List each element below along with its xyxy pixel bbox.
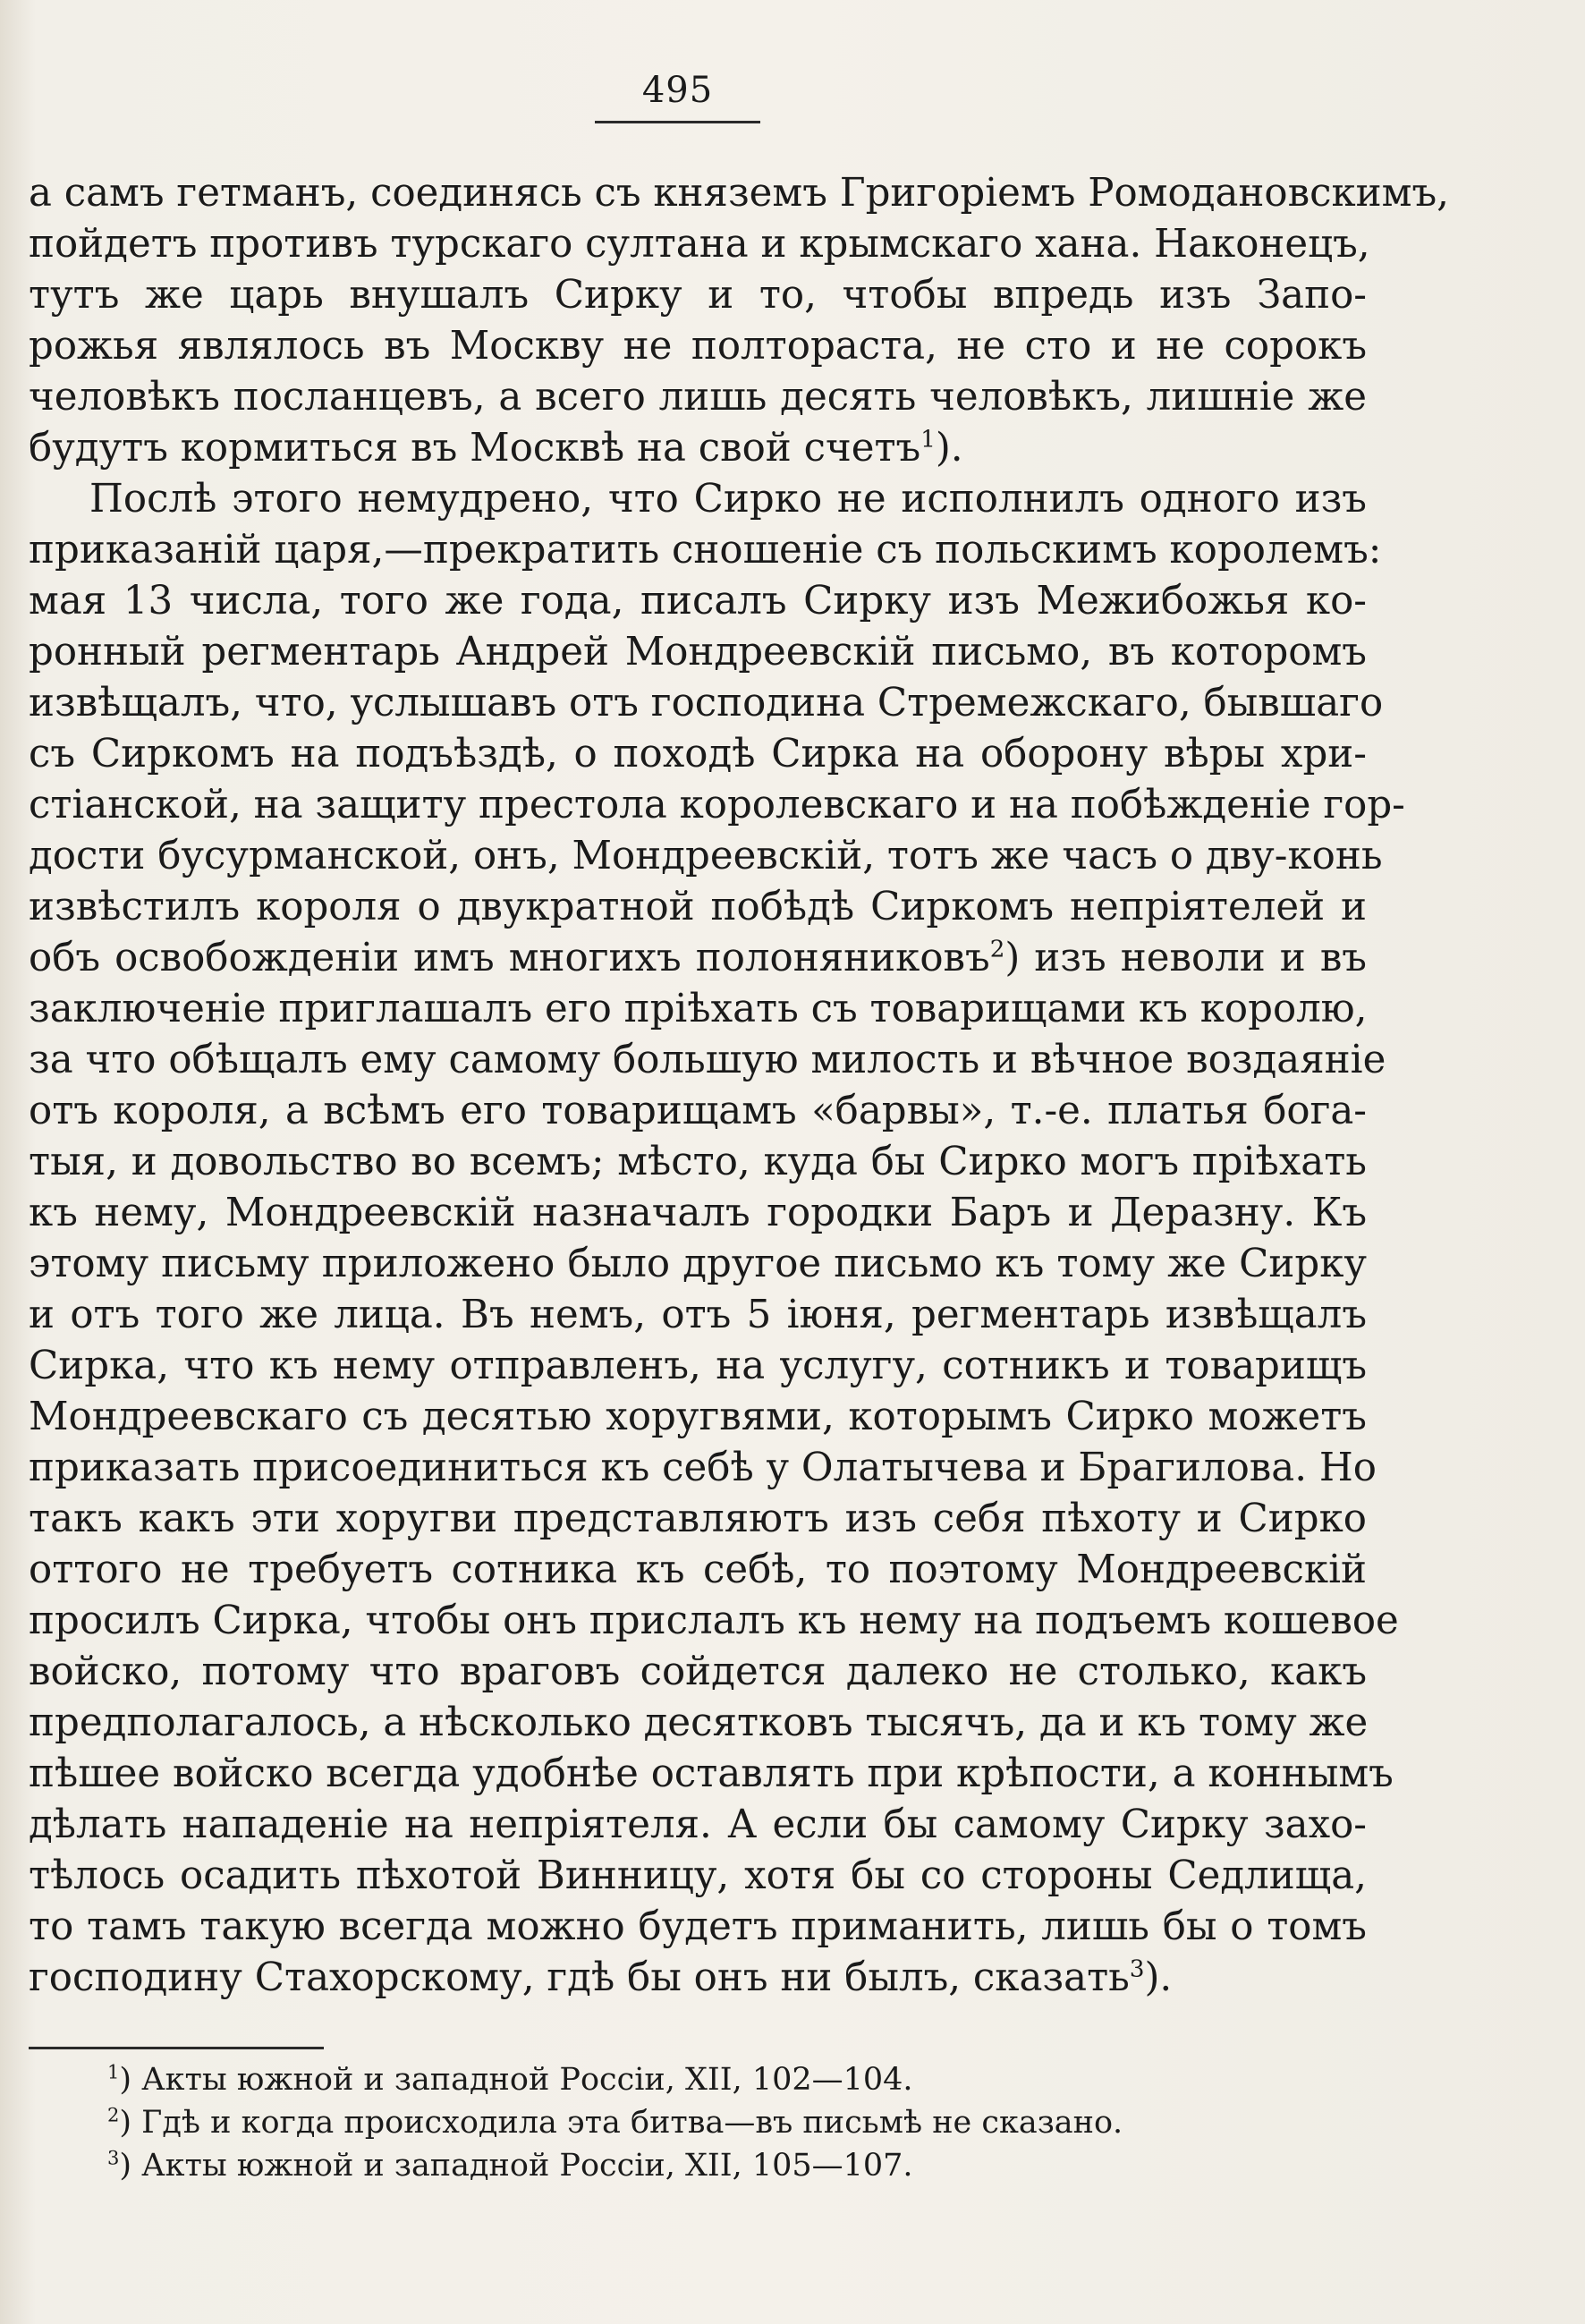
text-line: дости бусурманской, онъ, Мондреевскій, тотъ же часъ о дву-конь	[29, 834, 1383, 878]
text-line: стіанской, на защиту престола королевскаго и на побѣжденіе гор-	[29, 783, 1405, 827]
text-line: тутъ же царь внушалъ Сирку и то, чтобы впредь изъ Запо-	[29, 273, 1367, 318]
footnote-mark: 3	[107, 2147, 120, 2169]
text-line: пойдетъ противъ турскаго султана и крымскаго хана. Наконецъ,	[29, 222, 1370, 267]
text-line: объ освобожденіи имъ многихъ полоняниковъ$^2$) изъ неволи и въ	[29, 936, 1367, 980]
text-line: Послѣ этого немудрено, что Сирко не исполнилъ одного изъ	[89, 477, 1367, 522]
text-line: то тамъ такую всегда можно будетъ приманить, лишь бы о томъ	[29, 1904, 1367, 1949]
text-line: дѣлать нападеніе на непріятеля. А если бы самому Сирку захо-	[29, 1802, 1367, 1847]
text-line: Сирка, что къ нему отправленъ, на услугу, сотникъ и товарищъ	[29, 1344, 1367, 1388]
text-line: а самъ гетманъ, соединясь съ княземъ Григоріемъ Ромодановскимъ,	[29, 171, 1449, 216]
text-line: тыя, и довольство во всемъ; мѣсто, куда бы Сирко могъ пріѣхать	[29, 1140, 1367, 1184]
text-line: заключеніе приглашалъ его пріѣхать съ товарищами къ королю,	[29, 987, 1368, 1031]
text-line: рожья являлось въ Москву не полтораста, не сто и не сорокъ	[29, 324, 1367, 369]
text-line: будутъ кормиться въ Москвѣ на свой счетъ$^1$).	[29, 426, 963, 471]
text-line: Мондреевскаго съ десятью хоругвями, которымъ Сирко можетъ	[29, 1395, 1367, 1439]
text-line: ронный регментарь Андрей Мондреевскій письмо, въ которомъ	[29, 630, 1367, 674]
text-line: и отъ того же лица. Въ немъ, отъ 5 іюня, регментарь извѣщалъ	[29, 1293, 1367, 1337]
footnote: $^3$) Акты южной и западной Россіи, XII, 105—107.	[107, 2147, 913, 2184]
footnote-ref: 3	[1129, 1955, 1145, 1983]
text-line: человѣкъ посланцевъ, а всего лишь десять человѣкъ, лишніе же	[29, 375, 1367, 420]
text-line: тѣлось осадить пѣхотой Винницу, хотя бы со стороны Седлища,	[29, 1853, 1367, 1898]
footnote: $^2$) Гдѣ и когда происходила эта битва—въ письмѣ не сказано.	[107, 2104, 1123, 2141]
text-line: господину Стахорскому, гдѣ бы онъ ни былъ, сказать$^3$).	[29, 1955, 1173, 2000]
text-line: просилъ Сирка, чтобы онъ прислалъ къ нему на подъемъ кошевое	[29, 1599, 1399, 1643]
footnote: $^1$) Акты южной и западной Россіи, XII, 102—104.	[107, 2061, 913, 2098]
footnote-mark: 2	[107, 2104, 120, 2126]
text-line: извѣщалъ, что, услышавъ отъ господина Стремежскаго, бывшаго	[29, 681, 1384, 725]
text-line: съ Сиркомъ на подъѣздѣ, о походѣ Сирка на оборону вѣры хри-	[29, 732, 1367, 776]
text-line: приказаній царя,—прекратить сношеніе съ польскимъ королемъ:	[29, 528, 1382, 573]
text-line: отъ короля, а всѣмъ его товарищамъ «барвы», т.-е. платья бога-	[29, 1089, 1367, 1133]
footnote-rule	[29, 2047, 324, 2049]
footnote-ref: 2	[989, 936, 1005, 963]
page-number: 495	[641, 70, 714, 111]
footnote-ref: 1	[920, 426, 936, 454]
text-line: мая 13 числа, того же года, писалъ Сирку изъ Межибожья ко-	[29, 579, 1367, 623]
text-line: этому письму приложено было другое письмо къ тому же Сирку	[29, 1242, 1367, 1286]
page-number-rule	[595, 121, 760, 123]
text-line: войско, потому что враговъ сойдется далеко не столько, какъ	[29, 1650, 1367, 1694]
text-line: такъ какъ эти хоругви представляютъ изъ себя пѣхоту и Сирко	[29, 1497, 1367, 1541]
footnote-mark: 1	[107, 2061, 120, 2083]
text-line: оттого не требуетъ сотника къ себѣ, то поэтому Мондреевскій	[29, 1548, 1367, 1592]
text-line: къ нему, Мондреевскій назначалъ городки Баръ и Деразну. Къ	[29, 1191, 1367, 1235]
text-line: приказать присоединиться къ себѣ у Олатычева и Брагилова. Но	[29, 1446, 1377, 1490]
text-line: пѣшее войско всегда удобнѣе оставлять при крѣпости, а коннымъ	[29, 1751, 1394, 1796]
text-line: предполагалось, а нѣсколько десятковъ тысячъ, да и къ тому же	[29, 1701, 1369, 1745]
text-line: извѣстилъ короля о двукратной побѣдѣ Сиркомъ непріятелей и	[29, 885, 1367, 929]
text-line: за что обѣщалъ ему самому большую милость и вѣчное воздаяніе	[29, 1038, 1386, 1082]
